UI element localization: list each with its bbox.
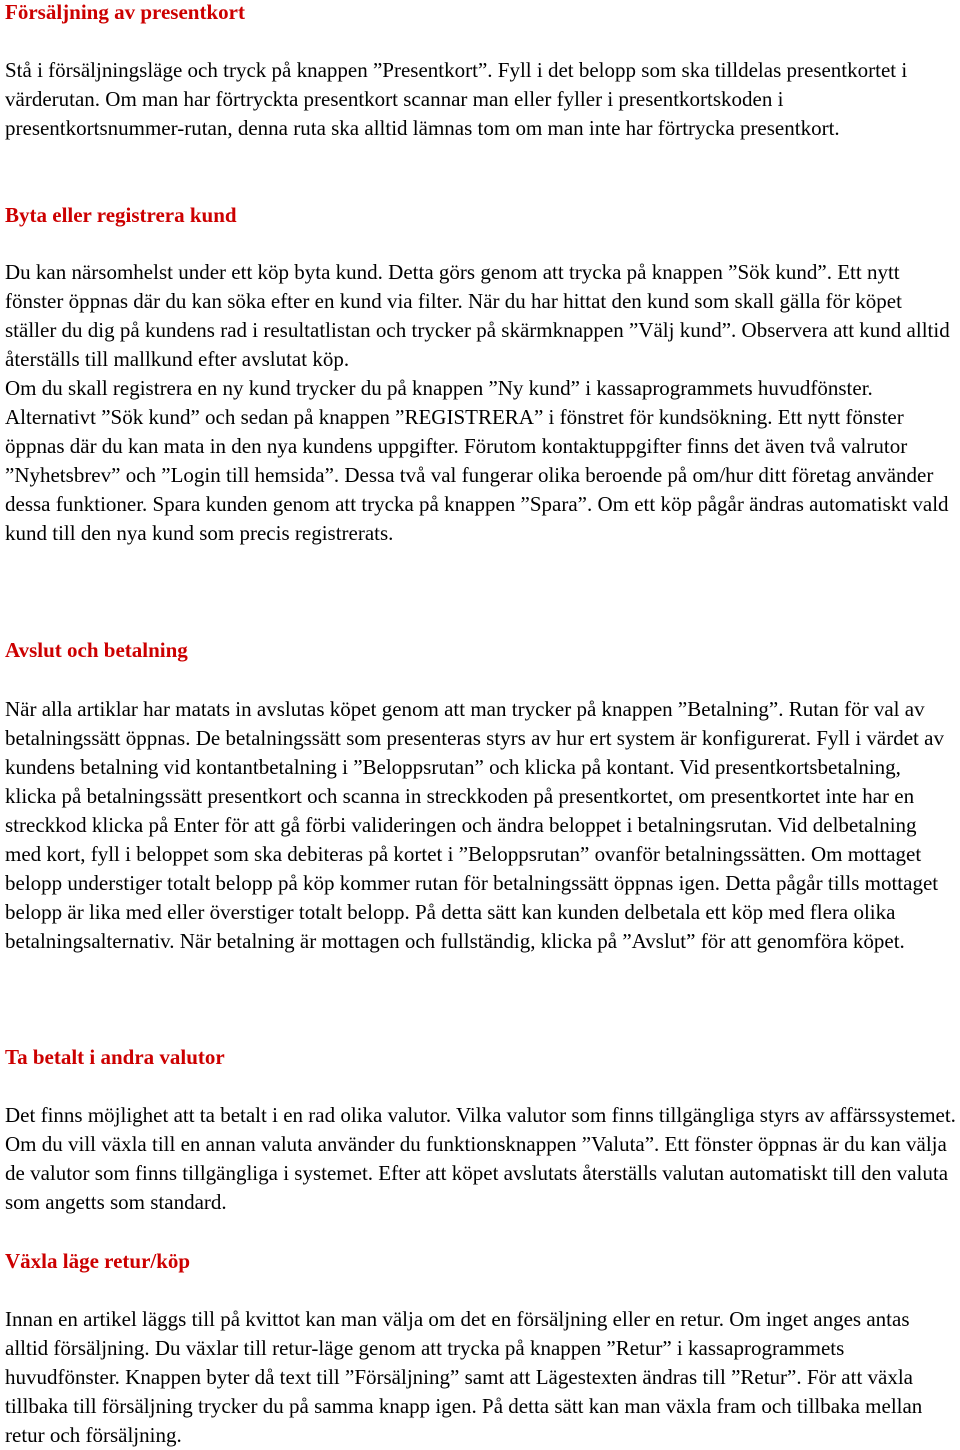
paragraph: Om du skall registrera en ny kund trycker du på knappen ”Ny kund” i kassaprogrammets huvudfönster. Alternativt ”Sök kund” och sedan på knappen ”REGISTRERA” i fönstret för kundsökning. Ett nytt fönster öppnas där du kan mata in den nya kundens uppgifter. Förutom kontaktuppgifter finns det även två valrutor ”Nyhetsbrev” och ”Login till hemsida”. Dessa två val fungerar olika beroende på om/hur ditt företag använder dessa funktioner. Spara kunden genom att trycka på knappen ”Spara”. Om ett köp pågår ändras automatiskt vald kund till den nya kund som precis registrerats. (5, 376, 949, 545)
section-retur (5, 1249, 957, 1450)
paragraph: Innan en artikel läggs till på kvittot kan man välja om det en försäljning eller en retur. Om inget anges antas alltid försäljning. Du växlar till retur-läge genom att trycka på knappen ”Retur” i kassaprogrammets huvudfönster. Knappen byter då text till ”Försäljning” samt att Lägestexten ändras till ”Retur”. För att växla tillbaka till försäljning trycker du på samma knapp igen. På detta sätt kan man växla fram och tillbaka mellan retur och försäljning. (5, 1307, 923, 1447)
section-kund (5, 203, 957, 548)
section-heading: Byta eller registrera kund (5, 203, 237, 227)
section-betalning (5, 638, 957, 956)
section-presentkort (5, 0, 957, 143)
paragraph: Du kan närsomhelst under ett köp byta kund. Detta görs genom att trycka på knappen ”Sök kund”. Ett nytt fönster öppnas där du kan söka efter en kund via filter. När du har hittat den kund som skall gälla för köpet ställer du dig på kundens rad i resultatlistan och trycker på skärmknappen ”Välj kund”. Observera att kund alltid återställs till mallkund efter avslutat köp. (5, 260, 950, 371)
section-heading: Försäljning av presentkort (5, 0, 245, 24)
section-heading: Växla läge retur/köp (5, 1249, 191, 1273)
section-heading: Ta betalt i andra valutor (5, 1045, 225, 1069)
section-heading: Avslut och betalning (5, 638, 188, 662)
paragraph: När alla artiklar har matats in avslutas köpet genom att man trycker på knappen ”Betalning”. Rutan för val av betalningssätt öppnas. De betalningssätt som presenteras styrs av hur ert system är konfigurerat. Fyll i värdet av kundens betalning vid kontantbetalning i ”Beloppsrutan” och klicka på kontant. Vid presentkortsbetalning, klicka på betalningssätt presentkort och scanna in streckkoden på presentkortet, om presentkortet inte har en streckkod klicka på Enter för att gå förbi valideringen och ändra beloppet i betalningsrutan. Vid delbetalning med kort, fyll i beloppet som ska debiteras på kortet i ”Beloppsrutan” ovanför betalningssätten. Om mottaget belopp understiger totalt belopp på köp kommer rutan för betalningssätt öppnas igen. Detta pågår tills mottaget belopp är lika med eller överstiger totalt belopp. På detta sätt kan kunden delbetala ett köp med flera olika betalningsalternativ. När betalning är mottagen och fullständig, klicka på ”Avslut” för att genomföra köpet. (5, 697, 944, 953)
paragraph: Det finns möjlighet att ta betalt i en rad olika valutor. Vilka valutor som finns tillgängliga styrs av affärssystemet. Om du vill växla till en annan valuta använder du funktionsknappen ”Valuta”. Ett fönster öppnas är du kan välja de valutor som finns tillgängliga i systemet. Efter att köpet avslutats återställs valutan automatiskt till den valuta som angetts som standard. (5, 1103, 956, 1214)
paragraph: Stå i försäljningsläge och tryck på knappen ”Presentkort”. Fyll i det belopp som ska tilldelas presentkortet i värderutan. Om man har förtryckta presentkort scannar man eller fyller i presentkortskoden i presentkortsnummer-rutan, denna ruta ska alltid lämnas tom om man inte har förtrycka presentkort. (5, 58, 908, 140)
section-valutor (5, 1045, 957, 1217)
